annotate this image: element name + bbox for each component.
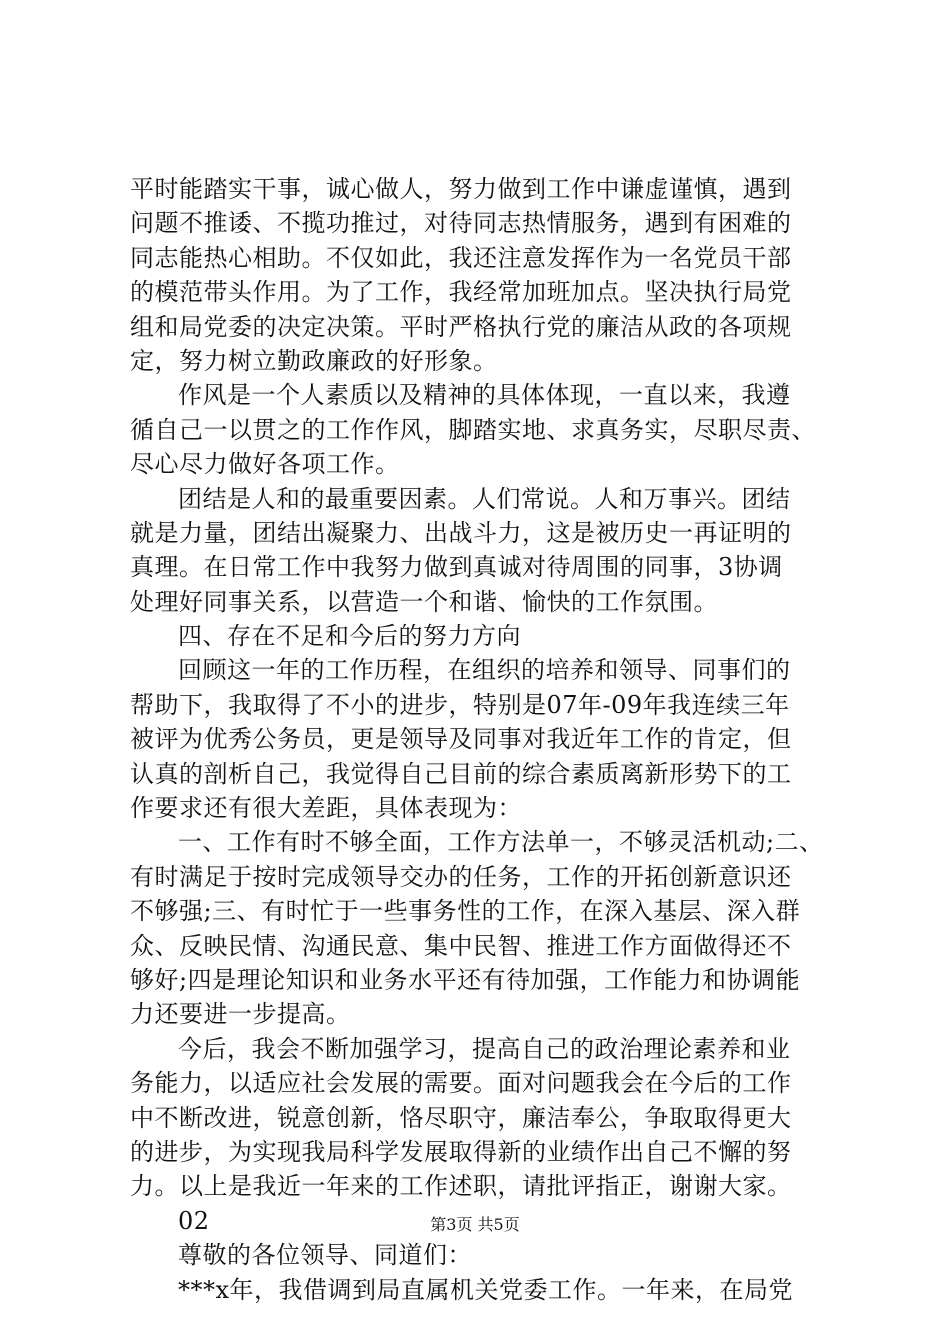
text-line: 定，努力树立勤政廉政的好形象。 <box>130 346 498 375</box>
text-line: 认真的剖析自己，我觉得自己目前的综合素质离新形势下的工 <box>130 759 792 788</box>
text-line: 一、工作有时不够全面，工作方法单一，不够灵活机动;二、 <box>178 828 824 857</box>
text-line: 处理好同事关系，以营造一个和谐、愉快的工作氛围。 <box>130 587 718 616</box>
text-line: 循自己一以贯之的工作作风，脚踏实地、求真务实，尽职尽责、 <box>130 415 816 444</box>
text-line: 真理。在日常工作中我努力做到真诚对待周围的同事，3协调 <box>130 553 783 582</box>
text-line: 尊敬的各位领导、同道们： <box>178 1241 472 1270</box>
document-body <box>130 172 835 1307</box>
text-line: ***x年，我借调到局直属机关党委工作。一年来，在局党 <box>178 1275 794 1304</box>
text-line: 02 <box>178 1206 210 1235</box>
text-line: 组和局党委的决定决策。平时严格执行党的廉洁从政的各项规 <box>130 312 792 341</box>
text-line: 帮助下，我取得了不小的进步，特别是07年-09年我连续三年 <box>130 690 790 719</box>
text-line: 不够强;三、有时忙于一些事务性的工作，在深入基层、深入群 <box>130 897 801 926</box>
text-line: 被评为优秀公务员，更是领导及同事对我近年工作的肯定，但 <box>130 725 792 754</box>
text-line: 就是力量，团结出凝聚力、出战斗力，这是被历史一再证明的 <box>130 518 792 547</box>
text-line: 回顾这一年的工作历程，在组织的培养和领导、同事们的 <box>178 656 791 685</box>
page-number-footer: 第3页 共5页 <box>430 1215 520 1234</box>
text-line: 的模范带头作用。为了工作，我经常加班加点。坚决执行局党 <box>130 278 792 307</box>
text-line: 四、存在不足和今后的努力方向 <box>178 622 521 651</box>
text-line: 的进步，为实现我局科学发展取得新的业绩作出自己不懈的努 <box>130 1137 792 1166</box>
text-line: 力。以上是我近一年来的工作述职，请批评指正，谢谢大家。 <box>130 1172 792 1201</box>
text-line: 务能力，以适应社会发展的需要。面对问题我会在今后的工作 <box>130 1069 792 1098</box>
text-line: 够好;四是理论知识和业务水平还有待加强，工作能力和协调能 <box>130 965 801 994</box>
text-line: 今后，我会不断加强学习，提高自己的政治理论素养和业 <box>178 1034 791 1063</box>
text-line: 同志能热心相助。不仅如此，我还注意发挥作为一名党员干部 <box>130 243 792 272</box>
text-line: 作风是一个人素质以及精神的具体体现，一直以来，我遵 <box>178 381 791 410</box>
text-line: 有时满足于按时完成领导交办的任务，工作的开拓创新意识还 <box>130 862 792 891</box>
text-line: 平时能踏实干事，诚心做人，努力做到工作中谦虚谨慎，遇到 <box>130 175 792 203</box>
text-line: 作要求还有很大差距，具体表现为： <box>130 794 522 823</box>
text-line: 团结是人和的最重要因素。人们常说。人和万事兴。团结 <box>178 484 791 513</box>
text-line: 中不断改进，锐意创新，恪尽职守，廉洁奉公，争取取得更大 <box>130 1103 792 1132</box>
text-line: 力还要进一步提高。 <box>130 1000 351 1029</box>
text-line: 尽心尽力做好各项工作。 <box>130 450 400 479</box>
text-line: 问题不推诿、不揽功推过，对待同志热情服务，遇到有困难的 <box>130 209 792 238</box>
text-line: 众、反映民情、沟通民意、集中民智、推进工作方面做得还不 <box>130 931 792 960</box>
